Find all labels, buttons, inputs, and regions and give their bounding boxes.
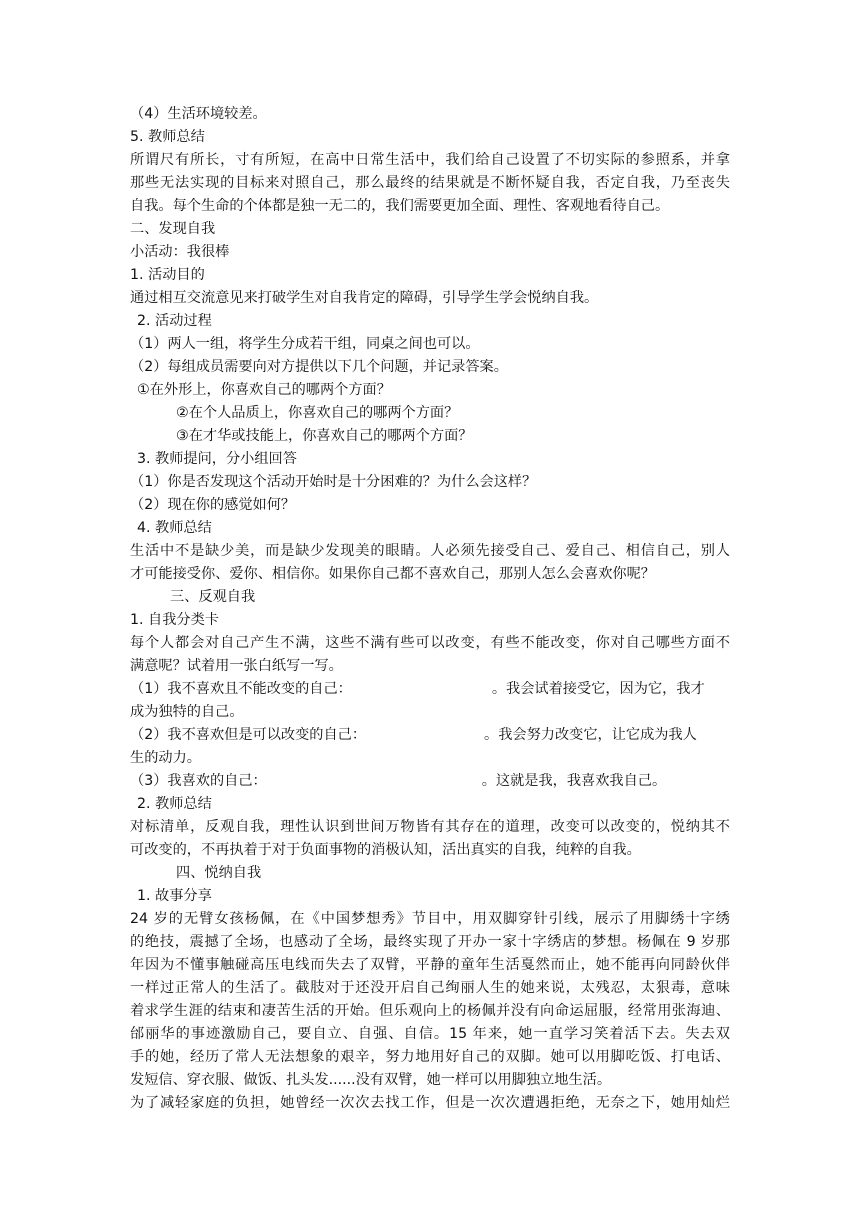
subheading-teacher-summary-4: 4. 教师总结 [137,520,212,536]
paragraph-line: 生活中不是缺少美，而是缺少发现美的眼睛。人必须先接受自己、爱自己、相信自己，别人 [130,543,730,559]
paragraph-line: 生的动力。 [130,750,201,766]
paragraph-line: 通过相互交流意见来打破学生对自我肯定的障碍，引导学生学会悦纳自我。 [130,290,599,306]
activity-title: 小活动：我很棒 [130,244,230,260]
paragraph-line: 为了减轻家庭的负担，她曾经一次次去找工作，但是一次次遭遇拒绝，无奈之下，她用灿烂 [130,1095,730,1111]
paragraph-line: 年因为不懂事触碰高压电线而失去了双臂，平静的童年生活戛然而止，她不能再向同龄伙伴 [130,957,730,973]
fill-in-prompt: （3）我喜欢的自己： [130,773,267,789]
paragraph-line: 自我。每个生命的个体都是独一无二的，我们需要更加全面、理性、客观地看待自己。 [130,198,670,214]
paragraph-line: 成为独特的自己。 [130,704,244,720]
list-item: （2）每组成员需要向对方提供以下几个问题，并记录答案。 [130,359,508,375]
paragraph-line: 所谓尺有所长，寸有所短，在高中日常生活中，我们给自己设置了不切实际的参照系，并拿 [130,152,730,168]
question-item-1: ①在外形上，你喜欢自己的哪两个方面？ [137,382,391,398]
paragraph-line: 手的她，经历了常人无法想象的艰辛，努力地用好自己的双脚。她可以用脚吃饭、打电话、 [130,1049,730,1065]
paragraph-line: 着求学生涯的结束和凄苦生活的开始。但乐观向上的杨佩并没有向命运屈服，经常用张海迪、 [130,1003,730,1019]
paragraph-line: 才可能接受你、爱你、相信你。如果你自己都不喜欢自己，那别人怎么会喜欢你呢？ [130,566,655,582]
question-item-3: ③在才华或技能上，你喜欢自己的哪两个方面？ [176,428,473,444]
list-item: （2）现在你的感觉如何？ [130,497,296,513]
question-item-2: ②在个人品质上，你喜欢自己的哪两个方面？ [176,405,459,421]
fill-in-continuation: 。我会努力改变它，让它成为我人 [484,727,697,743]
list-item: （1）两人一组，将学生分成若干组，同桌之间也可以。 [130,336,480,352]
fill-in-continuation: 。我会试着接受它，因为它，我才 [491,681,705,697]
paragraph-line: 24 岁的无臂女孩杨佩，在《中国梦想秀》节目中，用双脚穿针引线，展示了用脚绣十字绣 [130,911,730,927]
paragraph-line: 邰丽华的事迹激励自己，要自立、自强、自信。15 年来，她一直学习笑着活下去。失去双 [130,1026,730,1042]
paragraph-line: 每个人都会对自己产生不满，这些不满有些可以改变，有些不能改变，你对自己哪些方面不 [130,635,730,651]
fill-in-continuation: 。这就是我，我喜欢我自己。 [481,773,667,789]
subheading-activity-process: 2. 活动过程 [137,313,212,329]
fill-in-item-3 [130,770,666,792]
section-heading-reflect-self: 三、反观自我 [170,589,256,605]
section-heading-accept-self: 四、悦纳自我 [176,865,262,881]
section-heading-discover-self: 二、发现自我 [130,221,216,237]
subheading-teacher-summary-2: 2. 教师总结 [137,796,212,812]
paragraph-line: 可改变的，不再执着于对于负面事物的消极认知，活出真实的自我，纯粹的自我。 [130,842,641,858]
subheading-teacher-questions: 3. 教师提问，分小组回答 [137,451,297,467]
subheading-self-classification-card: 1. 自我分类卡 [130,612,219,628]
text-line-list-item-4: （4）生活环境较差。 [130,106,267,122]
subheading-activity-purpose: 1. 活动目的 [130,267,205,283]
fill-in-item-2 [130,724,697,746]
paragraph-line: 那些无法实现的目标来对照自己，那么最终的结果就是不断怀疑自我，否定自我，乃至丧失 [130,175,730,191]
list-item: （1）你是否发现这个活动开始时是十分困难的？为什么会这样？ [130,474,537,490]
paragraph-line: 的绝技，震撼了全场，也感动了全场，最终实现了开办一家十字绣店的梦想。杨佩在 9 岁那 [130,934,730,950]
paragraph-line: 一样过正常人的生活了。截肢对于还没开启自己绚丽人生的她来说，太残忍，太狠毒，意味 [130,980,730,996]
paragraph-line: 发短信、穿衣服、做饭、扎头发......没有双臂，她一样可以用脚独立地生活。 [130,1072,612,1088]
fill-in-prompt: （2）我不喜欢但是可以改变的自己： [130,727,367,743]
paragraph-line: 对标清单，反观自我，理性认识到世间万物皆有其存在的道理，改变可以改变的，悦纳其不 [130,819,730,835]
heading-teacher-summary-5: 5. 教师总结 [130,129,205,145]
paragraph-line: 满意呢？试着用一张白纸写一写。 [130,658,343,674]
subheading-story-sharing: 1. 故事分享 [137,888,212,904]
fill-in-prompt: （1）我不喜欢且不能改变的自己： [130,681,352,697]
fill-in-item-1 [130,678,705,700]
